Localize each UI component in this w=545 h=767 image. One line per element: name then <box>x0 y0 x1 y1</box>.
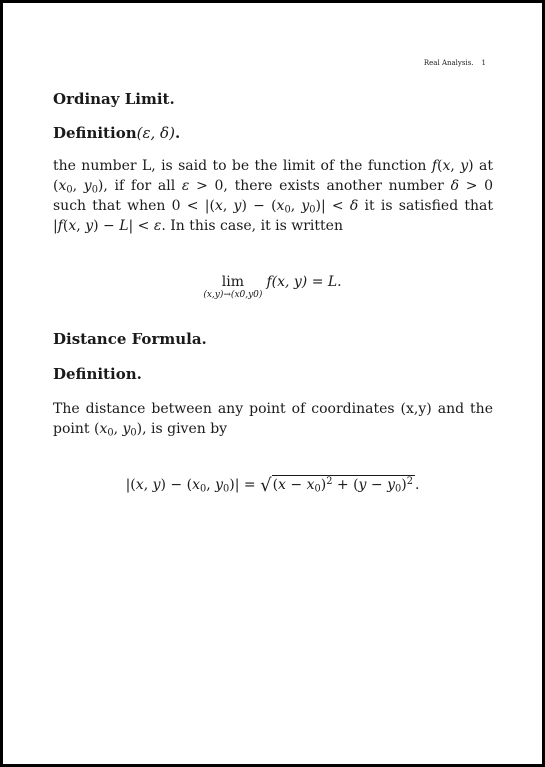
text-run: it is satisfied that <box>358 198 494 214</box>
text-run: at <box>473 158 493 174</box>
text-run: The distance between any point of coordinates (x,y) and the point <box>53 401 493 437</box>
section-heading-ordinary-limit: Ordinay Limit. <box>53 90 175 108</box>
math-function: f <box>431 158 438 174</box>
lim-word: lim <box>221 274 244 290</box>
limit-formula <box>3 274 542 300</box>
section-heading-distance-formula: Distance Formula. <box>53 330 207 348</box>
definition-label: Definition <box>53 124 137 142</box>
limit-expression: f(x, y) = L. <box>266 274 342 290</box>
text-run: . In this case, it is written <box>161 218 343 234</box>
lim-subscript: (x,y)→(x0,y0) <box>203 290 263 300</box>
text-run: , if for all <box>103 178 182 194</box>
page-number: 1 <box>481 59 486 67</box>
text-run: the number L, is said to be the limit of the function <box>53 158 432 174</box>
definition-args: (ε, δ) <box>136 124 175 142</box>
text-run: , there exists another number <box>223 178 451 194</box>
running-head <box>424 59 486 67</box>
limit-operator <box>203 274 262 300</box>
text-run: , is given by <box>142 421 228 437</box>
running-head-title: Real Analysis. <box>423 59 474 67</box>
distance-formula: |(x, $y) - (x_0$, $y_0)| = √(x - x_0)^2 + (y - y_0)^2$ . <box>125 475 420 496</box>
text-run: such that when <box>53 198 172 214</box>
limit-definition-paragraph: the number L, is said to be the limit of the function f(x, y) at ($x_0$, $y_0$), if for all ε > 0, there exists another number δ > 0 such that when 0 < |(x, $y) - (x_0$, $y_0)| < \delta$ it is satisfied that |f(x, y) − L| < ε. In this case, it is written <box>53 158 494 234</box>
distance-definition-paragraph: The distance between any point of coordinates (x,y) and the point ($x_0$, $y_0$), is given by <box>53 401 493 439</box>
definition-heading-distance: Definition. <box>53 365 142 383</box>
definition-tail: . <box>174 124 181 142</box>
square-root: $√(x - x_0)^2 + (y - y_0)^2$ <box>260 475 413 496</box>
definition-heading-limit <box>53 124 180 142</box>
